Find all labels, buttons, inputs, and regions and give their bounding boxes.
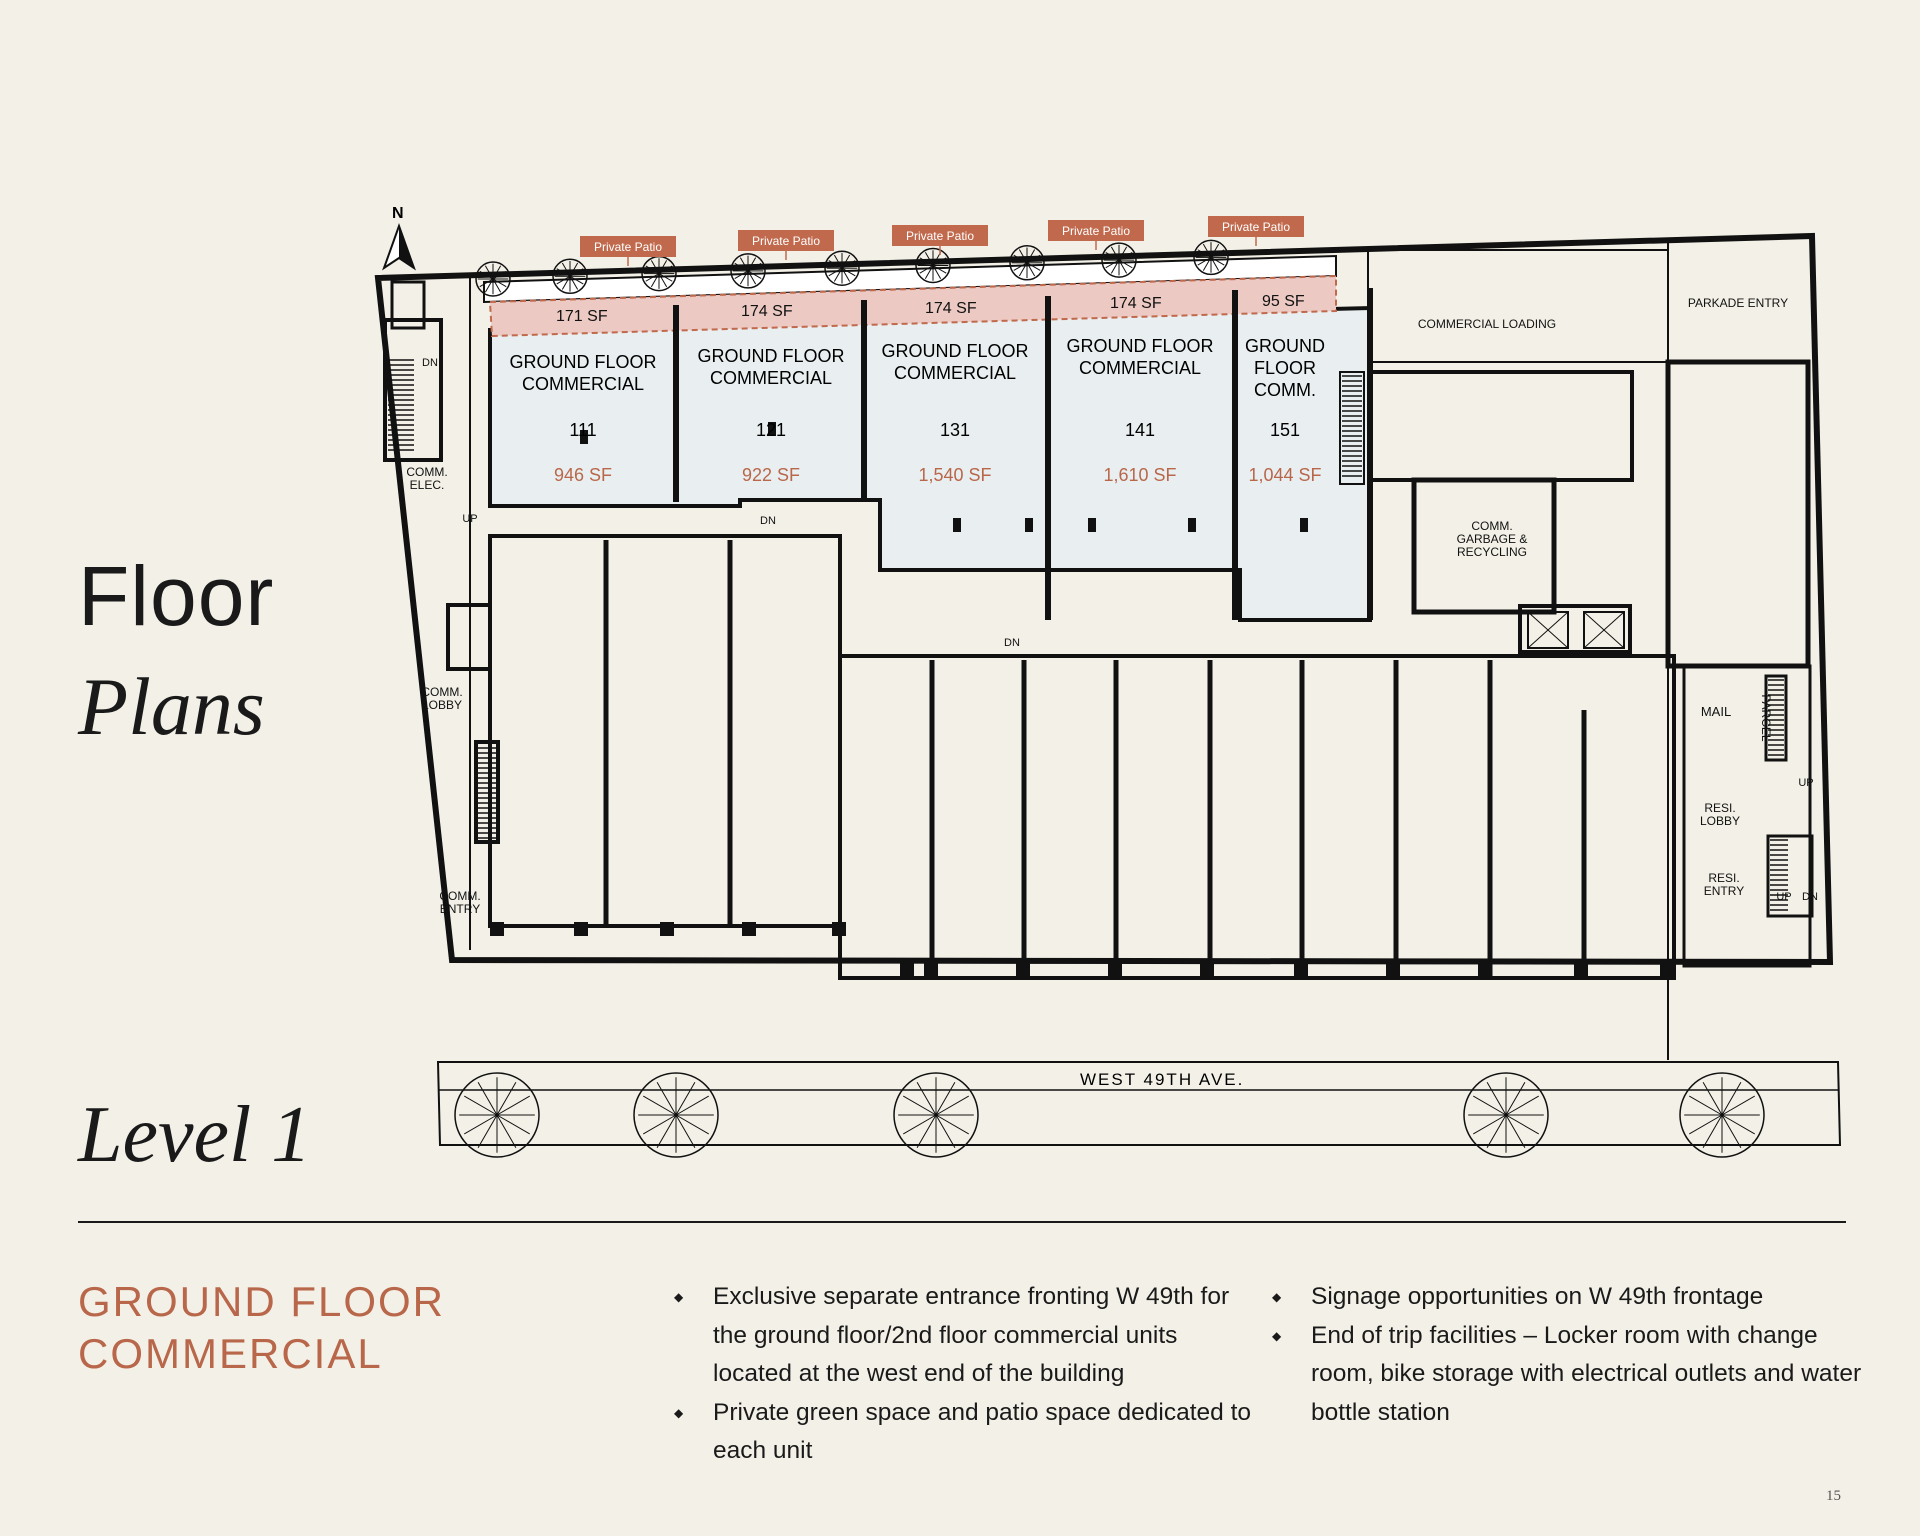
- unit-151-name-3: COMM.: [1254, 380, 1316, 400]
- label-resi-lobby-1: RESI.: [1704, 801, 1736, 815]
- unit-121-area: 922 SF: [741, 465, 801, 485]
- features-left: [674, 1278, 1254, 1471]
- label-dn-3: DN: [1004, 637, 1020, 649]
- patio-tag: [892, 225, 988, 255]
- label-comm-entry-1: COMM.: [439, 889, 481, 903]
- label-garbage-3: RECYCLING: [1456, 545, 1528, 559]
- label-up-2: UP: [1798, 777, 1814, 789]
- patio-tree-icon: [916, 249, 950, 283]
- patio-tag-label: Private Patio: [905, 229, 975, 243]
- section-title-line1: GROUND FLOOR: [78, 1278, 446, 1325]
- feature-item: ◆ Private green space and patio space dedicated to each unit: [674, 1394, 1254, 1471]
- label-up-1: UP: [462, 513, 478, 525]
- unit-111-area: 946 SF: [553, 465, 613, 485]
- label-commercial-loading: COMMERCIAL LOADING: [1417, 317, 1557, 331]
- divider-rule: [78, 1221, 1846, 1223]
- patio-tree-icon: [476, 262, 510, 296]
- label-mail: MAIL: [1700, 704, 1732, 719]
- patio-tag-label: Private Patio: [751, 234, 821, 248]
- street-tree-icon: [455, 1073, 539, 1157]
- level-label: Level 1: [78, 1091, 312, 1179]
- page-number: 15: [1826, 1488, 1841, 1504]
- street-label: WEST 49TH AVE.: [1080, 1070, 1245, 1089]
- unit-121-number: 121: [755, 420, 787, 440]
- unit-111-name-1: GROUND FLOOR: [509, 352, 657, 372]
- storefront-post: [1200, 962, 1214, 976]
- street-strip: [438, 1062, 1840, 1145]
- unit-151-number: 151: [1269, 420, 1301, 440]
- unit-151-name-1: GROUND: [1245, 336, 1325, 356]
- patio-area-4: 174 SF: [1110, 295, 1162, 312]
- storefront-post: [742, 922, 756, 936]
- lower-row-rooms: [490, 536, 1674, 978]
- patio-tag-label: Private Patio: [593, 240, 663, 254]
- north-label: N: [392, 205, 404, 222]
- street-tree-icon: [634, 1073, 718, 1157]
- feature-item: ◆ End of trip facilities – Locker room with change room, bike storage with electrical outlets and water bottle station: [1272, 1317, 1872, 1433]
- storefront-post: [574, 922, 588, 936]
- patio-area-1: 171 SF: [556, 308, 608, 325]
- column-post: [1088, 518, 1096, 532]
- label-comm-elec-2: ELEC.: [409, 478, 445, 492]
- patio-tree-icon: [1010, 246, 1044, 280]
- label-dn-1: DN: [422, 357, 438, 369]
- street-tree-icon: [1464, 1073, 1548, 1157]
- label-dn-2: DN: [760, 515, 776, 527]
- unit-131-number: 131: [939, 420, 971, 440]
- label-garbage-2: GARBAGE &: [1456, 532, 1528, 546]
- label-comm-elec-1: COMM.: [406, 465, 448, 479]
- patio-tag: [1048, 220, 1144, 250]
- unit-121-name-1: GROUND FLOOR: [697, 346, 845, 366]
- label-resi-entry-2: ENTRY: [1703, 884, 1745, 898]
- label-up-3: UP: [1776, 891, 1792, 903]
- section-title-line2: COMMERCIAL: [78, 1330, 383, 1377]
- label-resi-entry-1: RESI.: [1708, 871, 1740, 885]
- column-post: [1300, 518, 1308, 532]
- patio-tag-label: Private Patio: [1221, 220, 1291, 234]
- unit-121-name-2: COMMERCIAL: [709, 368, 833, 388]
- storefront-post: [1478, 962, 1492, 976]
- label-resi-lobby-2: LOBBY: [1699, 814, 1741, 828]
- patio-tree-icon: [731, 254, 765, 288]
- column-post: [1025, 518, 1033, 532]
- unit-111-name-2: COMMERCIAL: [521, 374, 645, 394]
- storefront-post: [1108, 962, 1122, 976]
- storefront-post: [1294, 962, 1308, 976]
- unit-111-number: 111: [569, 420, 597, 440]
- unit-141-name-1: GROUND FLOOR: [1066, 336, 1214, 356]
- column-post: [953, 518, 961, 532]
- unit-141-number: 141: [1124, 420, 1156, 440]
- unit-151-area: 1,044 SF: [1248, 465, 1322, 485]
- patio-area-5: 95 SF: [1262, 293, 1305, 310]
- label-dn-4: DN: [1802, 891, 1818, 903]
- unit-131-name-1: GROUND FLOOR: [881, 341, 1029, 361]
- features-right: [1272, 1278, 1872, 1432]
- patio-tag-label: Private Patio: [1061, 224, 1131, 238]
- storefront-post: [832, 922, 846, 936]
- north-arrow-icon: [384, 205, 414, 268]
- patio-tag: [738, 230, 834, 260]
- label-parkade-entry: PARKADE ENTRY: [1687, 296, 1789, 310]
- label-comm-lobby-1: COMM.: [421, 685, 463, 699]
- street-tree-icon: [1680, 1073, 1764, 1157]
- feature-item: ◆ Exclusive separate entrance fronting W 49th for the ground floor/2nd floor commercial units located at the west end of the building: [674, 1278, 1254, 1394]
- unit-131-area: 1,540 SF: [918, 465, 992, 485]
- storefront-post: [1660, 962, 1674, 976]
- section-title: [78, 1276, 445, 1380]
- patio-tag: [1208, 216, 1304, 246]
- label-garbage-1: COMM.: [1471, 519, 1513, 533]
- label-comm-lobby-2: LOBBY: [421, 698, 463, 712]
- patio-tree-icon: [642, 257, 676, 291]
- patio-tree-icon: [553, 259, 587, 293]
- patio-tree-icon: [825, 251, 859, 285]
- label-parcel: PARCEL: [1759, 694, 1773, 742]
- patio-area-3: 174 SF: [925, 300, 977, 317]
- feature-item: ◆ Signage opportunities on W 49th frontage: [1272, 1278, 1872, 1317]
- unit-141-area: 1,610 SF: [1103, 465, 1177, 485]
- unit-151-name-2: FLOOR: [1253, 358, 1317, 378]
- storefront-post: [1386, 962, 1400, 976]
- storefront-post: [490, 922, 504, 936]
- storefront-post: [1016, 962, 1030, 976]
- column-post: [1188, 518, 1196, 532]
- page-title-line2: Plans: [78, 661, 265, 752]
- storefront-post: [660, 922, 674, 936]
- label-comm-entry-2: ENTRY: [439, 902, 481, 916]
- patio-tree-icon: [1102, 243, 1136, 277]
- street-tree-icon: [894, 1073, 978, 1157]
- patio-tag: [580, 236, 676, 266]
- storefront-post: [924, 962, 938, 976]
- storefront-post: [900, 962, 914, 976]
- storefront-post: [1574, 962, 1588, 976]
- unit-141-name-2: COMMERCIAL: [1078, 358, 1202, 378]
- page-title-line1: Floor: [78, 549, 275, 643]
- unit-131-name-2: COMMERCIAL: [893, 363, 1017, 383]
- patio-tree-icon: [1194, 240, 1228, 274]
- patio-area-2: 174 SF: [741, 303, 793, 320]
